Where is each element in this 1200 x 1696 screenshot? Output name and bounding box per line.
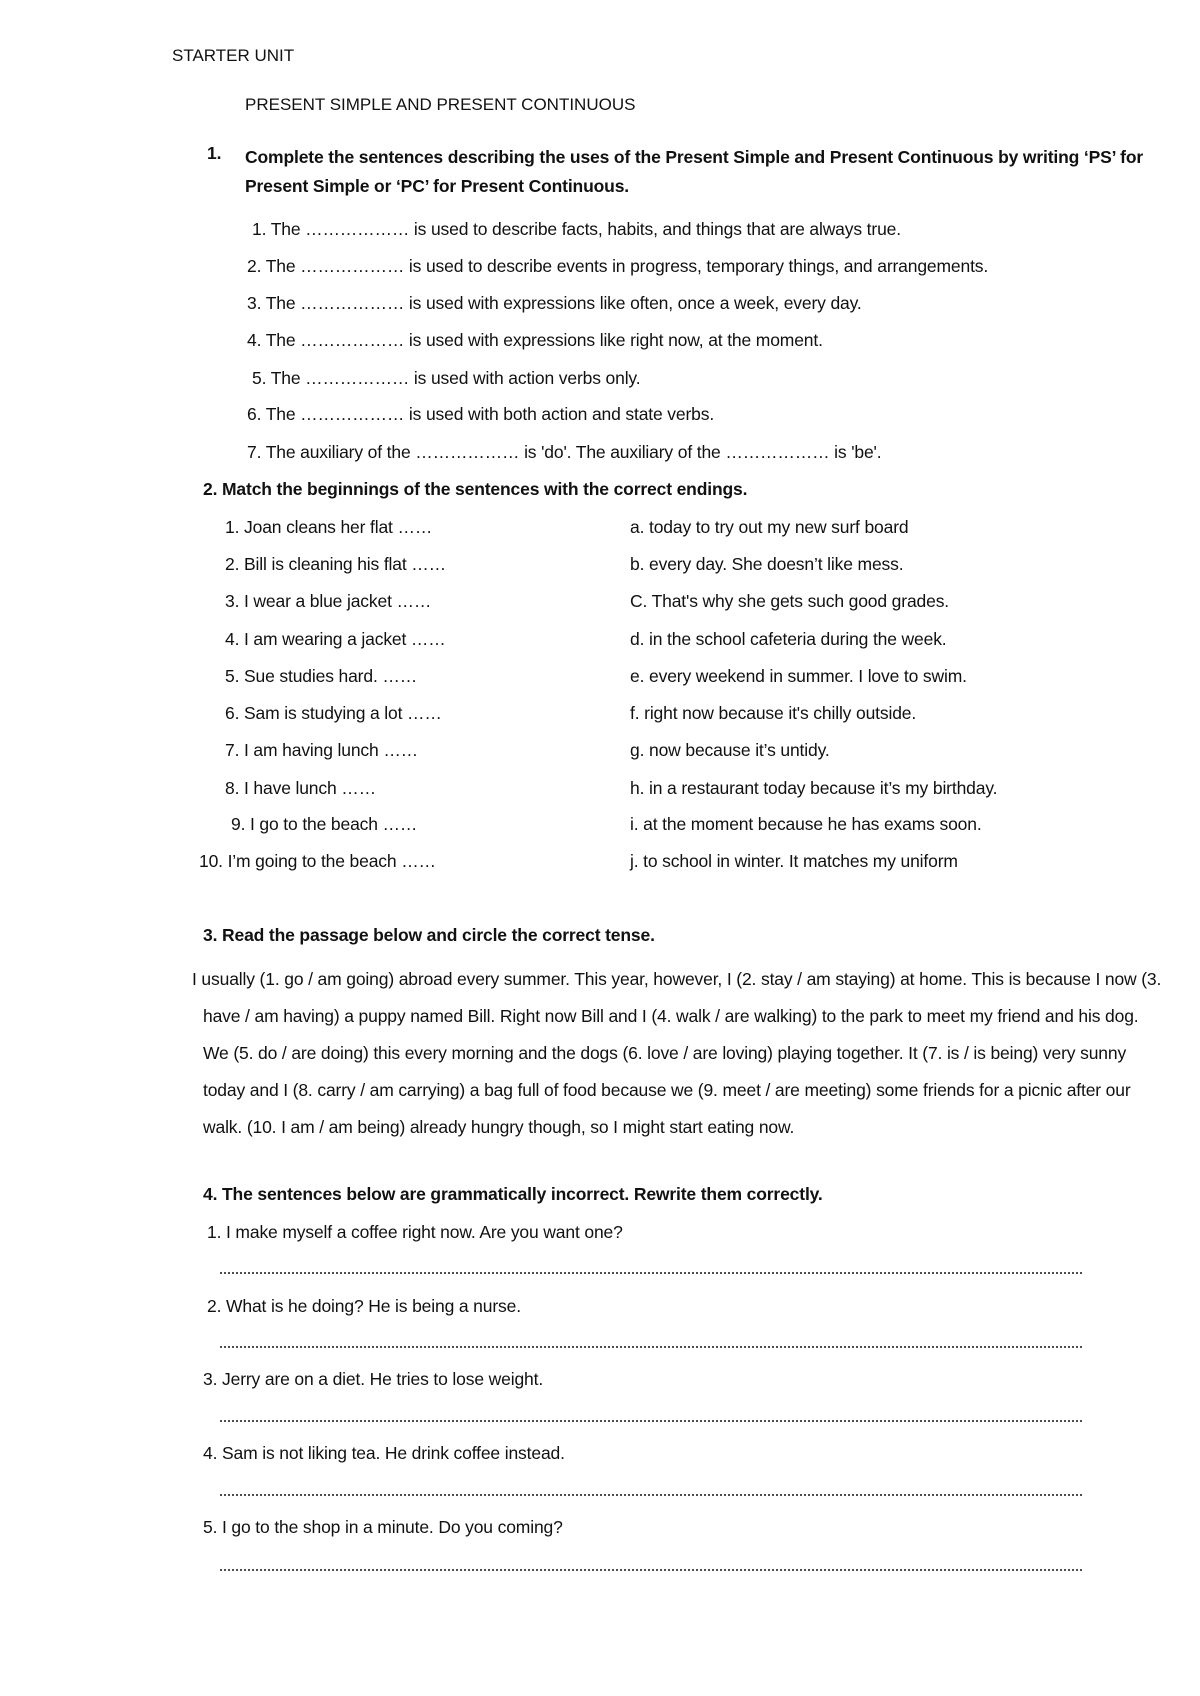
rewrite-item-4: 4. Sam is not liking tea. He drink coffee instead. xyxy=(203,1443,565,1463)
match-beginning-2: 2. Bill is cleaning his flat …… xyxy=(225,554,446,574)
unit-header: STARTER UNIT xyxy=(172,46,295,65)
exercise1-item-7: 7. The auxiliary of the ……………… is 'do'. The auxiliary of the ……………… is 'be'. xyxy=(247,442,882,462)
match-beginning-6: 6. Sam is studying a lot …… xyxy=(225,703,442,723)
match-ending-f: f. right now because it's chilly outside. xyxy=(630,703,917,723)
match-beginning-3: 3. I wear a blue jacket …… xyxy=(225,591,432,611)
answer-line-3 xyxy=(219,1420,1083,1422)
rewrite-item-1: 1. I make myself a coffee right now. Are you want one? xyxy=(207,1222,623,1242)
exercise1-number: 1. xyxy=(207,143,222,163)
answer-line-5 xyxy=(219,1569,1083,1571)
match-beginning-9: 9. I go to the beach …… xyxy=(231,814,418,834)
answer-line-4 xyxy=(219,1494,1083,1496)
match-ending-c: C. That's why she gets such good grades. xyxy=(630,591,950,611)
exercise2-instruction: 2. Match the beginnings of the sentences with the correct endings. xyxy=(203,479,748,499)
exercise1-item-4: 4. The ……………… is used with expressions like right now, at the moment. xyxy=(247,330,823,350)
passage-text: I usually (1. go / am going) abroad every summer. This year, however, I (2. stay / am staying) at home. This is because I now (3. have / am having) a puppy named Bill. Right now Bill and I (4. walk / are walking) to the park to meet my friend and his dog. We (5. do / are doing) this every morning and the dogs (6. love / are loving) playing together. It (7. is / is being) very sunny today and I (8. carry / am carrying) a bag full of food because we (9. meet / are meeting) some friends for a picnic after our walk. (10. I am / am being) already hungry though, so I might start eating now. xyxy=(192,969,1162,1137)
exercise1-item-2: 2. The ……………… is used to describe events in progress, temporary things, and arrangements. xyxy=(247,256,989,276)
match-beginning-1: 1. Joan cleans her flat …… xyxy=(225,517,433,537)
page-title: PRESENT SIMPLE AND PRESENT CONTINUOUS xyxy=(245,95,636,114)
match-ending-a: a. today to try out my new surf board xyxy=(630,517,909,537)
match-ending-d: d. in the school cafeteria during the week. xyxy=(630,629,947,649)
match-beginning-10: 10. I’m going to the beach …… xyxy=(199,851,436,871)
match-ending-h: h. in a restaurant today because it’s my birthday. xyxy=(630,778,998,798)
exercise1-item-3: 3. The ……………… is used with expressions like often, once a week, every day. xyxy=(247,293,862,313)
rewrite-item-3: 3. Jerry are on a diet. He tries to lose weight. xyxy=(203,1369,544,1389)
exercise1-instruction: Complete the sentences describing the uses of the Present Simple and Present Continuous by writing ‘PS’ for Present Simple or ‘PC’ for Present Continuous. xyxy=(245,147,1144,196)
exercise1-item-5: 5. The ……………… is used with action verbs only. xyxy=(252,368,641,388)
rewrite-item-5: 5. I go to the shop in a minute. Do you coming? xyxy=(203,1517,563,1537)
exercise3-instruction: 3. Read the passage below and circle the correct tense. xyxy=(203,925,655,945)
exercise3-passage xyxy=(192,961,1163,1146)
match-beginning-8: 8. I have lunch …… xyxy=(225,778,376,798)
exercise4-instruction: 4. The sentences below are grammatically incorrect. Rewrite them correctly. xyxy=(203,1184,823,1204)
rewrite-item-2: 2. What is he doing? He is being a nurse. xyxy=(207,1296,521,1316)
match-ending-e: e. every weekend in summer. I love to swim. xyxy=(630,666,967,686)
answer-line-1 xyxy=(219,1272,1083,1274)
match-ending-j: j. to school in winter. It matches my uniform xyxy=(630,851,958,871)
exercise1-item-6: 6. The ……………… is used with both action and state verbs. xyxy=(247,404,715,424)
exercise1-item-1: 1. The ……………… is used to describe facts, habits, and things that are always true. xyxy=(252,219,901,239)
match-ending-b: b. every day. She doesn’t like mess. xyxy=(630,554,904,574)
answer-line-2 xyxy=(219,1346,1083,1348)
match-beginning-5: 5. Sue studies hard. …… xyxy=(225,666,418,686)
match-beginning-7: 7. I am having lunch …… xyxy=(225,740,419,760)
match-ending-i: i. at the moment because he has exams soon. xyxy=(630,814,982,834)
match-beginning-4: 4. I am wearing a jacket …… xyxy=(225,629,446,649)
match-ending-g: g. now because it’s untidy. xyxy=(630,740,830,760)
